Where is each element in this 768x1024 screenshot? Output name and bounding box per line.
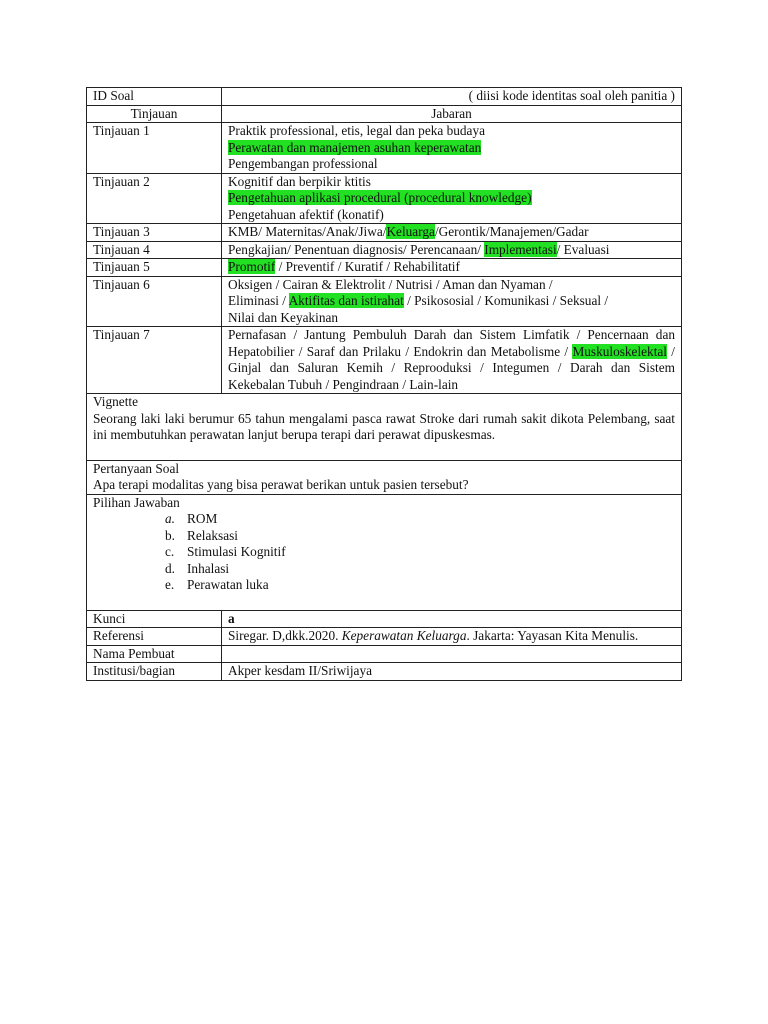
answer-options-label: Pilihan Jawaban xyxy=(93,494,180,510)
tinjauan-label: Tinjauan 3 xyxy=(87,224,222,242)
column-header-tinjauan: Tinjauan xyxy=(87,105,222,123)
tinjauan-7-content xyxy=(222,327,682,394)
table-row xyxy=(87,173,682,224)
reference-title: Keperawatan Keluarga xyxy=(341,628,467,643)
table-row xyxy=(87,645,682,663)
option-text: Perawatan luka xyxy=(187,577,269,592)
answer-options-list xyxy=(93,511,675,594)
table-row xyxy=(87,276,682,327)
vignette-cell xyxy=(87,394,682,461)
answer-option xyxy=(165,544,675,561)
option-text: Relaksasi xyxy=(187,527,238,543)
answer-option xyxy=(165,511,675,528)
question-form-table xyxy=(86,87,682,681)
option-marker: a. xyxy=(165,511,175,526)
option-text: ROM xyxy=(187,511,218,526)
table-row xyxy=(87,628,682,646)
institusi-value: Akper kesdam II/Sriwijaya xyxy=(222,663,682,681)
text-segment: / Preventif / Kuratif / Rehabilitatif xyxy=(275,259,460,274)
text-line: Oksigen / Cairan & Elektrolit / Nutrisi / Aman dan Nyaman / xyxy=(228,276,553,292)
tinjauan-label: Tinjauan 7 xyxy=(87,327,222,394)
option-text: Stimulasi Kognitif xyxy=(187,544,286,559)
column-header-jabaran: Jabaran xyxy=(222,105,682,123)
table-row xyxy=(87,123,682,174)
question-label: Pertanyaan Soal xyxy=(93,460,180,476)
text-segment: Siregar. D,dkk.2020. xyxy=(228,628,342,643)
kunci-value: a xyxy=(222,610,682,628)
nama-pembuat-value xyxy=(222,645,682,663)
tinjauan-3-content xyxy=(222,224,682,242)
tinjauan-label: Tinjauan 4 xyxy=(87,241,222,259)
answer-option xyxy=(165,577,675,594)
highlighted-text: Implementasi xyxy=(484,241,557,257)
option-marker: b. xyxy=(165,527,175,543)
text-segment: Pernafasan / Jantung Pembuluh Darah dan Sistem Limfatik / Pencernaan dan Hepatobilier / Saraf dan Prilaku / Endokrin dan Metabolisme / xyxy=(228,327,675,359)
referensi-label: Referensi xyxy=(87,628,222,646)
option-marker: c. xyxy=(165,544,175,559)
table-row xyxy=(87,327,682,394)
text-line: Pengetahuan afektif (konatif) xyxy=(228,206,384,222)
vignette-label: Vignette xyxy=(93,394,138,409)
text-line: Kognitif dan berpikir ktitis xyxy=(228,173,371,189)
table-row xyxy=(87,88,682,106)
text-segment: . Jakarta: Yayasan Kita Menulis. xyxy=(466,628,639,643)
tinjauan-label: Tinjauan 1 xyxy=(87,123,222,174)
tinjauan-4-content xyxy=(222,241,682,259)
text-segment: / Evaluasi xyxy=(556,241,610,257)
highlighted-text: Perawatan dan manajemen asuhan keperawatan xyxy=(228,139,482,155)
table-row xyxy=(87,259,682,277)
tinjauan-2-content xyxy=(222,173,682,224)
text-line: Nilai dan Keyakinan xyxy=(228,309,339,325)
text-line: Praktik professional, etis, legal dan peka budaya xyxy=(228,123,485,138)
table-row xyxy=(87,241,682,259)
option-marker: e. xyxy=(165,577,175,592)
text-segment: Pengkajian/ Penentuan diagnosis/ Perencanaan/ xyxy=(228,241,485,257)
institusi-label: Institusi/bagian xyxy=(87,663,222,681)
highlighted-text: Keluarga xyxy=(386,224,435,239)
table-row xyxy=(87,610,682,628)
highlighted-text: Promotif xyxy=(228,259,276,274)
table-row xyxy=(87,224,682,242)
answer-options-cell xyxy=(87,494,682,610)
text-segment: /Gerontik/Manajemen/Gadar xyxy=(434,224,589,239)
tinjauan-label: Tinjauan 5 xyxy=(87,259,222,277)
text-segment: / Ginjal dan Saluran Kemih / Reprooduksi / Integumen / Darah dan Sistem Kekebalan Tubuh / Pengindraan / Lain-lain xyxy=(228,343,675,392)
highlighted-text: Muskuloskelektal xyxy=(572,343,667,359)
id-soal-label: ID Soal xyxy=(87,88,222,106)
highlighted-text: Aktifitas dan istirahat xyxy=(288,293,404,308)
highlighted-text: Pengetahuan aplikasi procedural (procedural knowledge) xyxy=(228,190,532,205)
kunci-label: Kunci xyxy=(87,610,222,628)
id-soal-value: ( diisi kode identitas soal oleh panitia ) xyxy=(222,88,682,106)
table-row xyxy=(87,663,682,681)
text-segment: Eliminasi / xyxy=(228,293,289,308)
option-text: Inhalasi xyxy=(187,560,230,576)
text-segment: / Psikososial / Komunikasi / Seksual / xyxy=(403,293,609,308)
tinjauan-label: Tinjauan 2 xyxy=(87,173,222,224)
text-segment: KMB/ Maternitas/Anak/Jiwa/ xyxy=(228,224,387,239)
tinjauan-6-content xyxy=(222,276,682,327)
tinjauan-5-content xyxy=(222,259,682,277)
answer-option xyxy=(165,561,675,578)
question-text: Apa terapi modalitas yang bisa perawat berikan untuk pasien tersebut? xyxy=(93,477,469,492)
question-cell xyxy=(87,460,682,494)
tinjauan-label: Tinjauan 6 xyxy=(87,276,222,327)
table-row xyxy=(87,494,682,610)
tinjauan-1-content xyxy=(222,123,682,174)
table-row xyxy=(87,394,682,461)
table-row xyxy=(87,460,682,494)
answer-option xyxy=(165,528,675,545)
option-marker: d. xyxy=(165,560,175,576)
table-row xyxy=(87,105,682,123)
referensi-value xyxy=(222,628,682,646)
vignette-text: Seorang laki laki berumur 65 tahun mengalami pasca rawat Stroke dari rumah sakit dikota Pelembang, saat ini membutuhkan perawatan lanjut berupa terapi dari perawat dipuskesmas. xyxy=(93,410,675,442)
nama-pembuat-label: Nama Pembuat xyxy=(87,645,222,663)
text-line: Pengembangan professional xyxy=(228,156,378,171)
